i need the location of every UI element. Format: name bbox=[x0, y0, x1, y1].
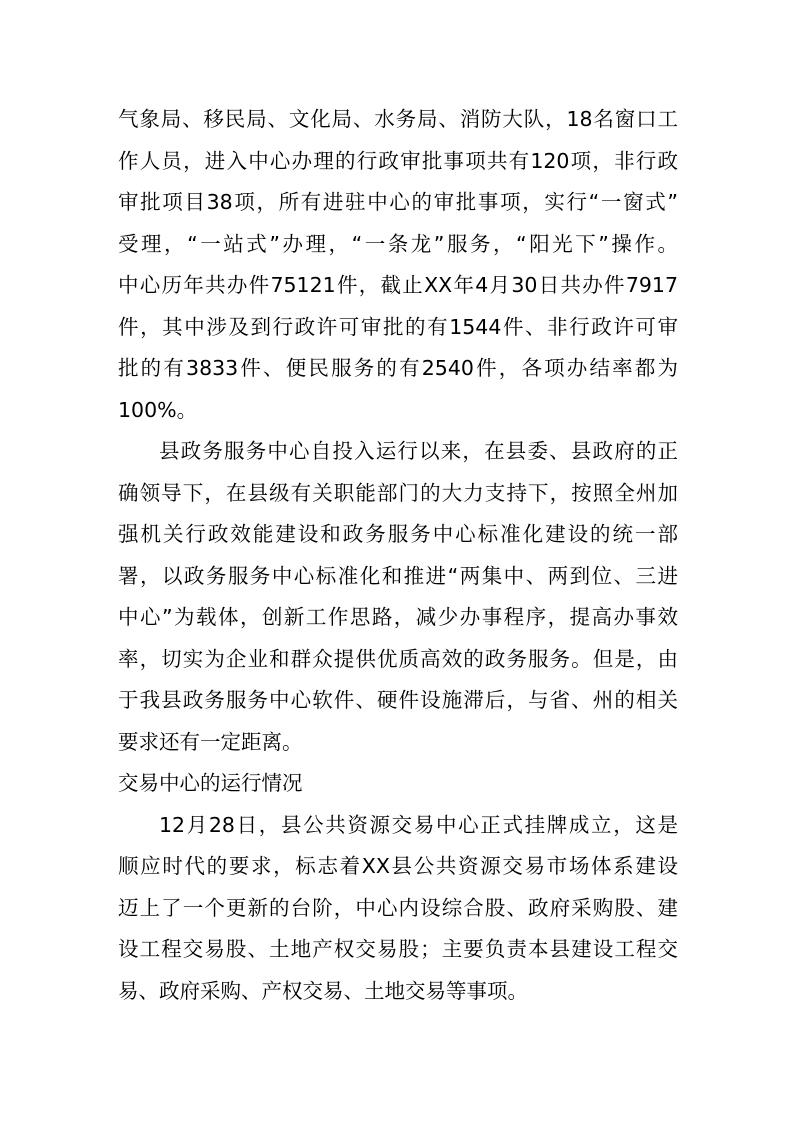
text-line: 要求还有一定距离。 bbox=[118, 729, 303, 754]
paragraph-service-center-operation bbox=[118, 431, 678, 763]
text-line: 确领导下，在县级有关职能部门的大力支持下，按照全州加 bbox=[118, 480, 678, 505]
paragraph-trading-center bbox=[118, 805, 678, 1013]
text-line: 署，以政务服务中心标准化和推进“两集中、两到位、三进 bbox=[118, 563, 678, 588]
text-line: 作人员，进入中心办理的行政审批事项共有120项，非行政 bbox=[118, 148, 678, 173]
text-line: 迈上了一个更新的台阶，中心内设综合股、政府采购股、建 bbox=[118, 895, 678, 920]
text-line: 批的有3833件、便民服务的有2540件，各项办结率都为 bbox=[118, 356, 678, 380]
text-line: 12月28日，县公共资源交易中心正式挂牌成立，这是 bbox=[159, 812, 678, 837]
text-line: 强机关行政效能建设和政务服务中心标准化建设的统一部 bbox=[118, 522, 678, 546]
text-line: 率，切实为企业和群众提供优质高效的政务服务。但是，由 bbox=[118, 646, 678, 671]
document-body bbox=[118, 99, 678, 1012]
text-line: 设工程交易股、土地产权交易股；主要负责本县建设工程交 bbox=[118, 937, 678, 961]
text-line: 受理，“一站式”办理，“一条龙”服务，“阳光下”操作。 bbox=[118, 231, 678, 256]
section-heading: 交易中心的运行情况 bbox=[118, 771, 303, 795]
text-line: 易、政府采购、产权交易、土地交易等事项。 bbox=[118, 978, 528, 1003]
paragraph-service-center-stats bbox=[118, 99, 678, 431]
text-line: 审批项目38项，所有进驻中心的审批事项，实行“一窗式” bbox=[118, 190, 678, 214]
text-line: 中心”为载体，创新工作思路，减少办事程序，提高办事效 bbox=[118, 605, 678, 629]
text-line: 100%。 bbox=[118, 397, 198, 422]
text-line: 中心历年共办件75121件，截止XX年4月30日共办件7917 bbox=[118, 273, 678, 297]
text-line: 于我县政务服务中心软件、硬件设施滞后，与省、州的相关 bbox=[118, 688, 678, 712]
text-line: 县政务服务中心自投入运行以来，在县委、县政府的正 bbox=[159, 439, 678, 463]
text-line: 顺应时代的要求，标志着XX县公共资源交易市场体系建设 bbox=[118, 854, 678, 878]
text-line: 气象局、移民局、文化局、水务局、消防大队，18名窗口工 bbox=[118, 107, 678, 131]
text-line: 件，其中涉及到行政许可审批的有1544件、非行政许可审 bbox=[118, 314, 678, 339]
